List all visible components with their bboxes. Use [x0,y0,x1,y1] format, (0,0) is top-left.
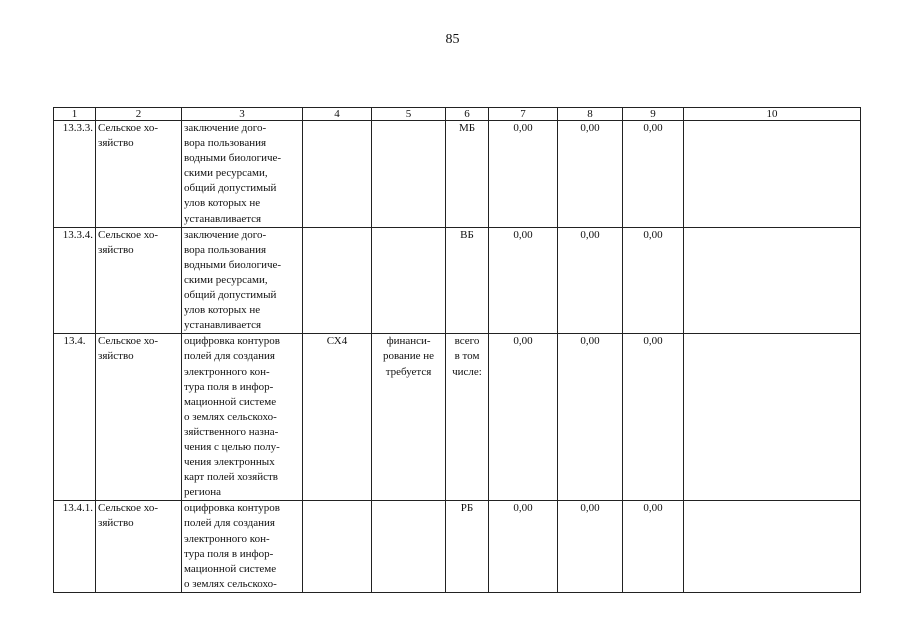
description-cell: оцифровка контуров полей для создания электронного кон- тура поля в инфор- мационной системе о землях сельскохо- [182,501,303,593]
note-cell [684,334,861,501]
column-header: 9 [623,108,684,121]
row-number: 13.4. [54,334,96,501]
note-cell [684,227,861,334]
budget-table [53,107,861,593]
source-cell: РБ [446,501,489,593]
sector-cell: Сельское хо- зяйство [96,227,182,334]
row-number: 13.3.3. [54,121,96,228]
financing-cell [372,121,446,228]
financing-cell: финанси- рование не требуется [372,334,446,501]
column-header: 10 [684,108,861,121]
note-cell [684,121,861,228]
note-cell [684,501,861,593]
value-cell-8: 0,00 [558,227,623,334]
table-row [54,227,861,334]
column-header: 7 [489,108,558,121]
value-cell-7: 0,00 [489,501,558,593]
column-header: 2 [96,108,182,121]
code-cell [303,121,372,228]
page-number: 85 [445,32,460,47]
source-cell: МБ [446,121,489,228]
value-cell-9: 0,00 [623,334,684,501]
value-cell-8: 0,00 [558,121,623,228]
code-cell [303,227,372,334]
value-cell-9: 0,00 [623,227,684,334]
financing-cell [372,501,446,593]
row-number: 13.3.4. [54,227,96,334]
value-cell-7: 0,00 [489,334,558,501]
column-header: 8 [558,108,623,121]
value-cell-8: 0,00 [558,334,623,501]
value-cell-9: 0,00 [623,501,684,593]
code-cell: СХ4 [303,334,372,501]
sector-cell: Сельское хо- зяйство [96,334,182,501]
column-header: 1 [54,108,96,121]
column-header: 6 [446,108,489,121]
financing-cell [372,227,446,334]
table-row [54,501,861,593]
value-cell-8: 0,00 [558,501,623,593]
sector-cell: Сельское хо- зяйство [96,121,182,228]
value-cell-9: 0,00 [623,121,684,228]
description-cell: заключение дого- вора пользования водными биологиче- скими ресурсами, общий допустимый улов которых не устанавливается [182,227,303,334]
column-header: 4 [303,108,372,121]
row-number: 13.4.1. [54,501,96,593]
header-row [54,108,861,121]
description-cell: оцифровка контуров полей для создания электронного кон- тура поля в инфор- мационной системе о землях сельскохо- зяйственного назна- чения с целью полу- чения электронных карт полей хозяйств региона [182,334,303,501]
sector-cell: Сельское хо- зяйство [96,501,182,593]
table-row [54,121,861,228]
value-cell-7: 0,00 [489,227,558,334]
source-cell: ВБ [446,227,489,334]
source-cell: всего в том числе: [446,334,489,501]
table-row [54,334,861,501]
code-cell [303,501,372,593]
column-header: 3 [182,108,303,121]
description-cell: заключение дого- вора пользования водными биологиче- скими ресурсами, общий допустимый улов которых не устанавливается [182,121,303,228]
value-cell-7: 0,00 [489,121,558,228]
column-header: 5 [372,108,446,121]
